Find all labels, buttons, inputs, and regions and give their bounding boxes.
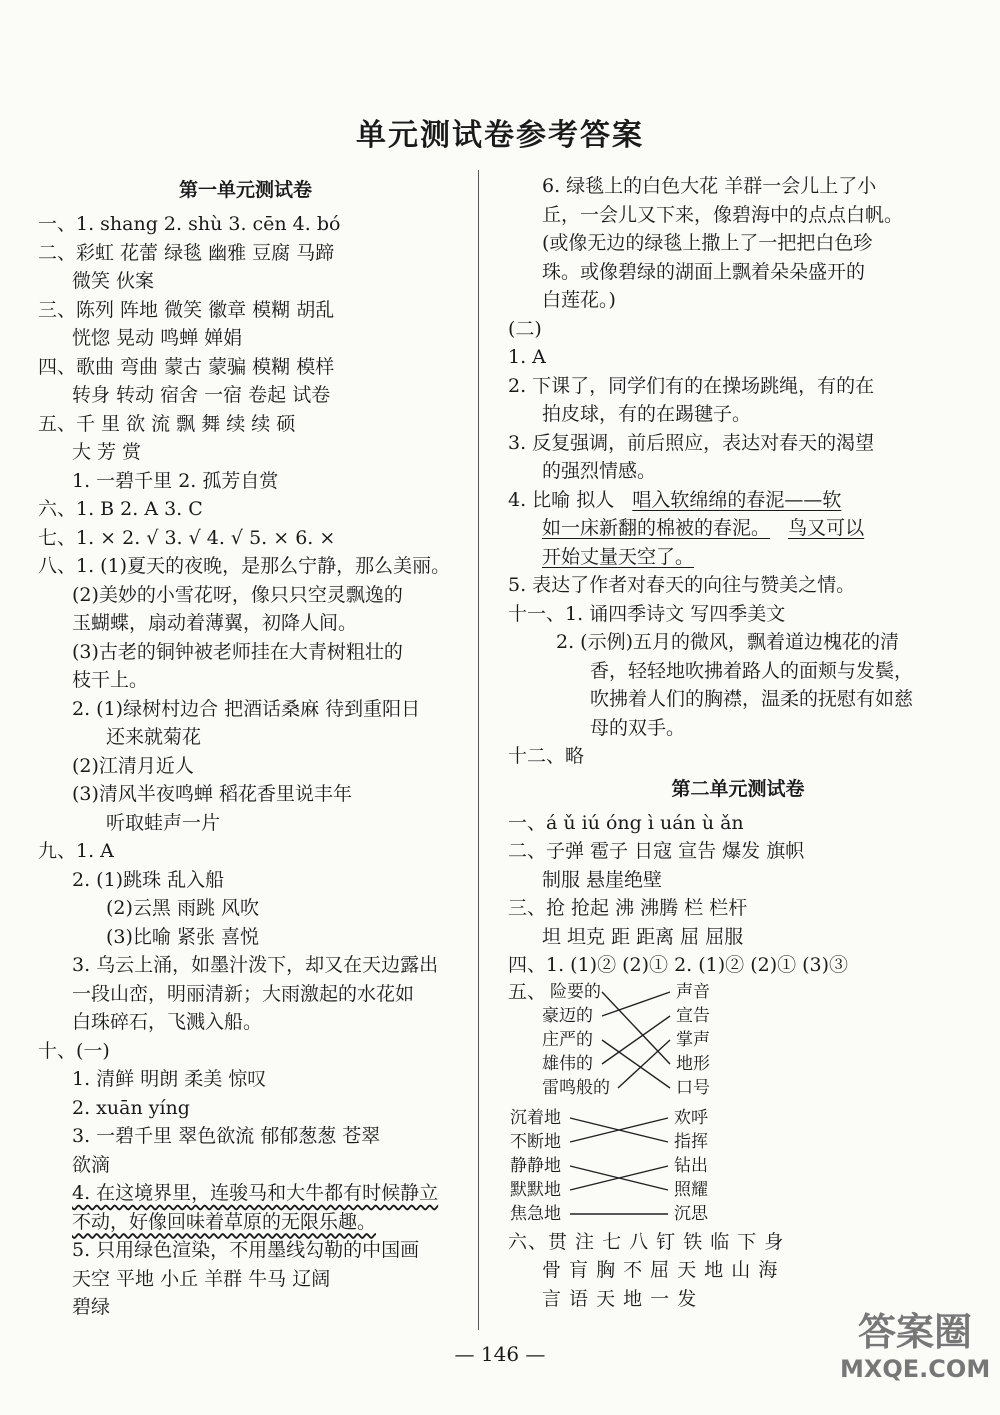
answer-line: (2)云黑 雨跳 风吹 bbox=[106, 897, 259, 919]
page-number: — 146 — bbox=[454, 1342, 546, 1366]
answer-line: 十一、1. 诵四季诗文 写四季美文 bbox=[508, 602, 786, 625]
answer-line: 二、彩虹 花蕾 绿毯 幽雅 豆腐 马蹄 bbox=[38, 241, 335, 264]
answer-line: 5. 表达了作者对春天的向往与赞美之情。 bbox=[508, 574, 856, 596]
answer-line: 拍皮球，有的在踢毽子。 bbox=[542, 403, 752, 425]
column-divider bbox=[478, 170, 479, 1330]
answer-line: 六、1. B 2. A 3. C bbox=[38, 498, 203, 520]
match-right-word: 地形 bbox=[676, 1053, 710, 1074]
match-right-word: 指挥 bbox=[674, 1131, 708, 1152]
underlined-answer: 开始丈量天空了。 bbox=[542, 545, 695, 568]
answer-line: 天空 平地 小丘 羊群 牛马 辽阔 bbox=[72, 1267, 331, 1290]
match-left-word: 不断地 bbox=[510, 1131, 561, 1152]
watermark-logo bbox=[840, 1310, 990, 1384]
answer-line: 一、1. shang 2. shù 3. cēn 4. bó bbox=[38, 213, 341, 235]
match-left-word: 静静地 bbox=[510, 1155, 561, 1176]
answer-line: (3)古老的铜钟被老师挂在大青树粗壮的 bbox=[72, 640, 403, 663]
answer-line: 骨 肓 胸 不 屈 天 地 山 海 bbox=[542, 1259, 779, 1281]
answer-line: 2. (示例)五月的微风，飘着道边槐花的清 bbox=[556, 631, 899, 653]
answer-line: 十、(一) bbox=[38, 1039, 110, 1062]
unit2-heading: 第二单元测试卷 bbox=[671, 777, 805, 800]
right-column bbox=[508, 172, 968, 1313]
answer-line: 3. 一碧千里 翠色欲流 郁郁葱葱 苍翠 bbox=[72, 1125, 381, 1147]
answer-line: 转身 转动 宿舍 一宿 卷起 试卷 bbox=[72, 384, 331, 406]
answer-line: 丘，一会儿又下来，像碧海中的点点白帆。 bbox=[542, 203, 904, 226]
underlined-answer: 如一床新翻的棉被的春泥。 bbox=[542, 517, 771, 539]
match-left-word: 险要的 bbox=[550, 981, 601, 1002]
answer-line: 香，轻轻地吹拂着路人的面颊与发鬓， bbox=[590, 659, 914, 682]
answer-line: 3. 乌云上涌，如墨汁泼下，却又在天边露出 bbox=[72, 954, 439, 976]
wavy-underlined-answer: 不动，好像回味着草原的无限乐趣。 bbox=[72, 1210, 377, 1233]
answer-line: 六、贯 注 七 八 钉 铁 临 下 身 bbox=[508, 1230, 785, 1253]
wavy-underlined-answer: 4. 在这境界里，连骏马和大牛都有时候静立 bbox=[72, 1182, 439, 1204]
answer-line: 1. A bbox=[508, 346, 546, 368]
answer-line: 三、抢 抢起 沸 沸腾 栏 栏杆 bbox=[508, 897, 748, 919]
left-column bbox=[38, 172, 453, 1322]
match-left-word: 雷鸣般的 bbox=[542, 1077, 610, 1098]
answer-line: 2. xuān yíng bbox=[72, 1096, 190, 1119]
underlined-answer: 唱入软绵绵的春泥——软 bbox=[632, 488, 842, 511]
question-number: 五、 bbox=[508, 980, 547, 1003]
underlined-answer: 鸟又可以 bbox=[788, 517, 865, 539]
answer-line: 玉蝴蝶，扇动着薄翼，初降人间。 bbox=[72, 612, 358, 634]
answer-line: (2)美妙的小雪花呀，像只只空灵飘逸的 bbox=[72, 583, 403, 606]
answer-line: 听取蛙声一片 bbox=[106, 811, 221, 834]
match-left-word: 沉着地 bbox=[510, 1107, 561, 1128]
answer-line: 微笑 伙案 bbox=[72, 270, 155, 292]
match-left-word: 默默地 bbox=[510, 1179, 561, 1200]
answer-line: 四、歌曲 弯曲 蒙古 蒙骗 模糊 模样 bbox=[38, 355, 335, 378]
match-right-word: 掌声 bbox=[676, 1029, 710, 1050]
answer-line: 母的双手。 bbox=[590, 716, 686, 739]
match-left-word: 雄伟的 bbox=[542, 1053, 593, 1074]
match-left-word: 焦急地 bbox=[510, 1203, 561, 1224]
match-right-word: 宣告 bbox=[676, 1005, 710, 1026]
answer-line: 枝干上。 bbox=[72, 669, 149, 691]
watermark-domain: MXQE.COM bbox=[840, 1355, 991, 1383]
answer-line: 的强烈情感。 bbox=[542, 460, 657, 482]
answer-line: 四、1. (1)② (2)① 2. (1)② (2)① (3)③ bbox=[508, 954, 849, 976]
answer-line: 言 语 天 地 一 发 bbox=[542, 1287, 698, 1310]
match-left-word: 庄严的 bbox=[542, 1029, 593, 1050]
answer-line: (或像无边的绿毯上撒上了一把把白色珍 bbox=[542, 232, 873, 254]
answer-line: 二、子弹 雹子 日寇 宣告 爆发 旗帜 bbox=[508, 840, 805, 862]
answer-line: 欲滴 bbox=[72, 1153, 111, 1176]
answer-line: 九、1. A bbox=[38, 840, 114, 862]
match-right-word: 声音 bbox=[676, 981, 710, 1002]
answer-line: 十二、略 bbox=[508, 745, 585, 767]
answer-line: 2. (1)绿树村边合 把酒话桑麻 待到重阳日 bbox=[72, 697, 421, 720]
answer-line: 2. (1)跳珠 乱入船 bbox=[72, 868, 225, 891]
answer-line: 五、千 里 欲 流 飘 舞 续 续 硕 bbox=[38, 412, 296, 435]
answer-line: 一段山峦，明丽清新；大雨激起的水花如 bbox=[72, 982, 415, 1005]
unit1-heading: 第一单元测试卷 bbox=[178, 179, 312, 201]
answer-line: 5. 只用绿色渲染，不用墨线勾勒的中国画 bbox=[72, 1239, 420, 1261]
word-matching-exercise bbox=[508, 980, 968, 1228]
answer-line: (3)比喻 紧张 喜悦 bbox=[106, 925, 259, 948]
answer-line: 白珠碎石，飞溅入船。 bbox=[72, 1011, 263, 1033]
answer-line: 恍惚 晃动 鸣蝉 婵娟 bbox=[72, 327, 243, 349]
answer-line: 珠。或像碧绿的湖面上飘着朵朵盛开的 bbox=[542, 260, 866, 283]
match-left-word: 豪迈的 bbox=[542, 1005, 593, 1026]
answer-line: 1. 清鲜 明朗 柔美 惊叹 bbox=[72, 1068, 267, 1090]
answer-line: (二) bbox=[508, 317, 542, 340]
answer-line: 八、1. (1)夏天的夜晚，是那么宁静，那么美丽。 bbox=[38, 555, 451, 577]
answer-line: 还来就菊花 bbox=[106, 726, 202, 748]
answer-line: 白莲花。) bbox=[542, 289, 616, 311]
answer-line: 坦 坦克 距 距离 屈 屈服 bbox=[542, 925, 744, 948]
answer-line: 三、陈列 阵地 微笑 徽章 模糊 胡乱 bbox=[38, 298, 335, 321]
answer-line: 制服 悬崖绝壁 bbox=[542, 868, 663, 891]
answer-line: (3)清风半夜鸣蝉 稻花香里说丰年 bbox=[72, 783, 352, 805]
answer-line: 1. 一碧千里 2. 孤芳自赏 bbox=[72, 469, 279, 492]
answer-line: 2. 下课了，同学们有的在操场跳绳，有的在 bbox=[508, 374, 875, 397]
match-right-word: 口号 bbox=[676, 1077, 710, 1098]
answer-line: 大 芳 赏 bbox=[72, 441, 142, 463]
answer-text: 4. 比喻 拟人 bbox=[508, 488, 615, 511]
answer-line: (2)江清月近人 bbox=[72, 754, 194, 777]
answer-line: 吹拂着人们的胸襟，温柔的抚慰有如慈 bbox=[590, 688, 914, 710]
watermark-text: 答案圈 bbox=[857, 1310, 972, 1354]
match-right-word: 照耀 bbox=[674, 1179, 708, 1200]
answer-line: 一、á ǔ iú óng ì uán ù ǎn bbox=[508, 811, 744, 834]
matching-lines bbox=[508, 980, 738, 1228]
match-right-word: 沉思 bbox=[674, 1203, 708, 1224]
match-right-word: 欢呼 bbox=[674, 1107, 708, 1128]
match-right-word: 钻出 bbox=[674, 1155, 708, 1176]
answer-line: 七、1. × 2. √ 3. √ 4. √ 5. × 6. × bbox=[38, 526, 336, 549]
answer-line: 碧绿 bbox=[72, 1296, 111, 1318]
page-title: 单元测试卷参考答案 bbox=[356, 118, 644, 153]
answer-line: 3. 反复强调，前后照应，表达对春天的渴望 bbox=[508, 431, 875, 454]
answer-line: 6. 绿毯上的白色大花 羊群一会儿上了小 bbox=[542, 175, 877, 197]
